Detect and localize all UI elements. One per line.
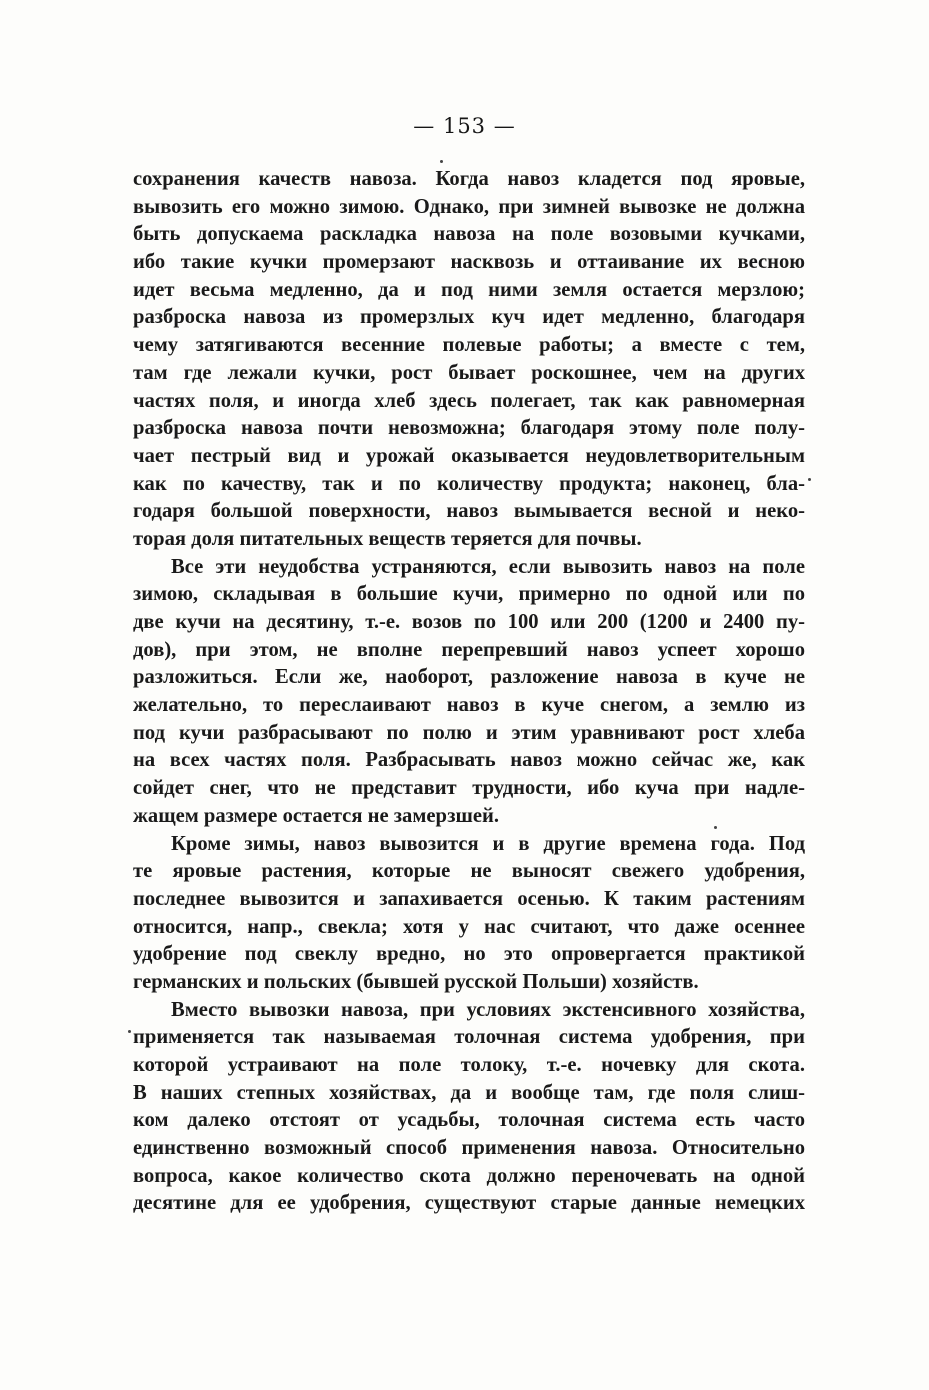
paragraph-2 (133, 554, 805, 831)
text-line: сохранения качеств навоза. Когда навоз кладется под яровые, (133, 168, 805, 190)
paragraph-1 (133, 166, 805, 554)
print-speck (440, 160, 443, 163)
text-line: вопроса, какое количество скота должно переночевать на одной (133, 1164, 805, 1187)
text-line: торая доля питательных веществ теряется для почвы. (133, 527, 642, 550)
text-line: как по качеству, так и по количеству продукта; наконец, бла- (133, 472, 805, 495)
text-line: две кучи на десятину, т.-е. возов по 100 или 200 (1200 и 2400 пу- (133, 611, 805, 633)
text-line: чает пестрый вид и урожай оказывается неудовлетворительным (133, 444, 805, 467)
text-line: единственно возможный способ применения навоза. Относительно (133, 1137, 805, 1160)
text-line: чему затягиваются весенние полевые работы; а вместе с тем, (133, 334, 805, 357)
text-line: годаря большой поверхности, навоз вымывается весной и неко- (133, 500, 805, 523)
paragraph-3 (133, 831, 805, 997)
text-line: под кучи разбрасывают по полю и этим уравнивают рост хлеба (133, 721, 805, 744)
text-line: идет весьма медленно, да и под ними земля остается мерзлою; (133, 278, 805, 301)
text-line: зимою, складывая в большие кучи, примерно по одной или по (133, 583, 805, 606)
text-line: относится, напр., свекла; хотя у нас считают, что даже осеннее (133, 915, 805, 938)
text-line: разброска навоза почти невозможна; благодаря этому поле полу- (133, 417, 805, 440)
text-line: ком далеко отстоят от усадьбы, толочная система есть часто (133, 1109, 805, 1132)
text-line: разложиться. Если же, наоборот, разложение навоза в куче не (133, 666, 805, 689)
page-number: — 153 — (413, 114, 516, 138)
text-line: те яровые растения, которые не выносят свежего удобрения, (133, 860, 805, 883)
text-line: Все эти неудобства устраняются, если вывозить навоз на поле (171, 555, 805, 578)
text-line: на всех частях поля. Разбрасывать навоз можно сейчас же, как (133, 749, 805, 772)
text-line: сойдет снег, что не представит трудности, ибо куча при надле- (133, 777, 805, 800)
text-line: Вместо вывозки навоза, при условиях экстенсивного хозяйства, (171, 998, 805, 1021)
paragraph-4 (133, 997, 805, 1219)
text-line: вывозить его можно зимою. Однако, при зимней вывозке не должна (133, 195, 805, 218)
text-line: Кроме зимы, навоз вывозится и в другие времена года. Под (171, 832, 805, 855)
text-line: жащем размере остается не замерзшей. (133, 804, 500, 827)
print-speck (128, 1030, 131, 1033)
text-line: применяется так называемая толочная система удобрения, при (133, 1026, 805, 1049)
text-line: разброска навоза из промерзлых куч идет медленно, благодаря (133, 306, 805, 329)
text-line: В наших степных хозяйствах, да и вообще там, где поля слиш- (133, 1081, 805, 1104)
text-line: дов), при этом, не вполне перепревший навоз успеет хорошо (133, 638, 805, 661)
print-speck (714, 826, 717, 829)
text-line: ибо такие кучки промерзают насквозь и оттаивание их весною (133, 251, 805, 274)
text-line: десятине для ее удобрения, существуют старые данные немецких (133, 1192, 805, 1215)
text-line: желательно, то переслаивают навоз в куче снегом, а землю из (133, 694, 805, 717)
text-line: там где лежали кучки, рост бывает роскошнее, чем на других (133, 361, 805, 384)
body-text (133, 166, 805, 1218)
text-line: последнее вывозится и запахивается осенью. К таким растениям (133, 887, 805, 910)
text-line: частях поля, и иногда хлеб здесь полегает, так как равномерная (133, 389, 805, 412)
text-line: которой устраивают на поле толоку, т.-е. ночевку для скота. (133, 1054, 805, 1076)
text-line: быть допускаема раскладка навоза на поле возовыми кучками, (133, 223, 805, 246)
text-line: удобрение под свеклу вредно, но это опровергается практикой (133, 943, 805, 966)
print-speck (808, 478, 811, 481)
text-line: германских и польских (бывшей русской Польши) хозяйств. (133, 970, 699, 993)
